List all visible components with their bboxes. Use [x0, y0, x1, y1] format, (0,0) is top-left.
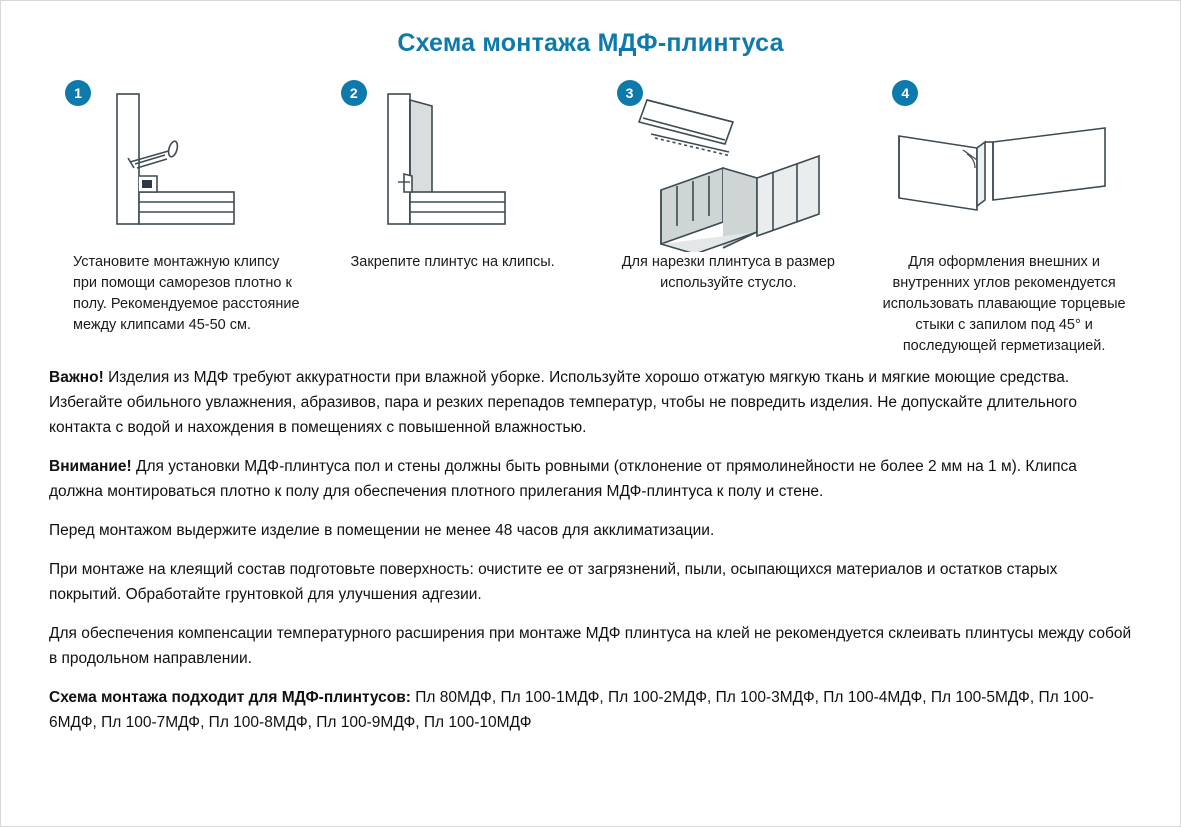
- step-2-number: 2: [341, 80, 367, 106]
- step-4: [866, 80, 1142, 357]
- note-important: [49, 365, 1132, 440]
- step-4-illustration: [872, 80, 1136, 252]
- note-attention: [49, 454, 1132, 504]
- step-1-caption: Установите монтажную клипсу при помощи саморезов плотно к полу. Рекомендуемое расстояние между клипсами 45-50 см.: [73, 254, 300, 333]
- page-title: Схема монтажа МДФ-плинтуса: [397, 29, 784, 57]
- step-4-number: 4: [892, 80, 918, 106]
- note-thermal-expansion: Для обеспечения компенсации температурного расширения при монтаже МДФ плинтуса на клей не рекомендуется склеивать плинтусы между собой в продольном направлении.: [49, 625, 1132, 667]
- notes-section: [1, 357, 1180, 735]
- note-attention-text: Для установки МДФ-плинтуса пол и стены должны быть ровными (отклонение от прямолинейности не более 2 мм на 1 м). Клипса должна монтироваться плотно к полу для обеспечения плотного прилегания МДФ-плинтуса к полу и стене.: [49, 458, 1077, 500]
- note-important-text: Изделия из МДФ требуют аккуратности при влажной уборке. Используйте хорошо отжатую мягкую ткань и мягкие моющие средства. Избегайте обильного увлажнения, абразивов, пара и резких перепадов температур, чтобы не повредить изделия. Не допускайте длительного контакта с водой и нахождения в помещениях с повышенной влажностью.: [49, 369, 1077, 436]
- step-3-number: 3: [617, 80, 643, 106]
- step-3-illustration: [597, 80, 861, 252]
- step-1-illustration: [45, 80, 309, 252]
- skirting-on-clips-icon: [348, 82, 558, 252]
- note-attention-lead: Внимание!: [49, 458, 132, 475]
- note-compatible-models: [49, 685, 1132, 735]
- note-adhesive-prep: При монтаже на клеящий состав подготовьте поверхность: очистите ее от загрязнений, пыли, осыпающихся материалов и остатков старых покрытий. Обработайте грунтовкой для улучшения адгезии.: [49, 561, 1058, 603]
- note-compatible-models-lead: Схема монтажа подходит для МДФ-плинтусов:: [49, 689, 411, 706]
- step-1: [39, 80, 315, 357]
- step-2-caption: Закрепите плинтус на клипсы.: [350, 254, 555, 270]
- step-3-caption: Для нарезки плинтуса в размер используйте стусло.: [621, 254, 835, 291]
- wall-floor-clip-screw-icon: [72, 82, 282, 252]
- steps-row: [1, 80, 1180, 357]
- miter-box-saw-icon: [621, 82, 836, 252]
- step-2: [315, 80, 591, 357]
- step-1-number: 1: [65, 80, 91, 106]
- step-2-illustration: [321, 80, 585, 252]
- step-3: [591, 80, 867, 357]
- corner-joint-45-icon: [889, 82, 1119, 252]
- note-acclimatization: Перед монтажом выдержите изделие в помещении не менее 48 часов для акклиматизации.: [49, 522, 715, 539]
- note-compatible-models-text: Пл 80МДФ, Пл 100-1МДФ, Пл 100-2МДФ, Пл 100-3МДФ, Пл 100-4МДФ, Пл 100-5МДФ, Пл 100-6МДФ, Пл 100-7МДФ, Пл 100-8МДФ, Пл 100-9МДФ, Пл 100-10МДФ: [49, 689, 1094, 731]
- step-4-caption: Для оформления внешних и внутренних углов рекомендуется использовать плавающие торцевые стыки с запилом под 45° и последующей герметизацией.: [882, 254, 1126, 354]
- note-important-lead: Важно!: [49, 369, 104, 386]
